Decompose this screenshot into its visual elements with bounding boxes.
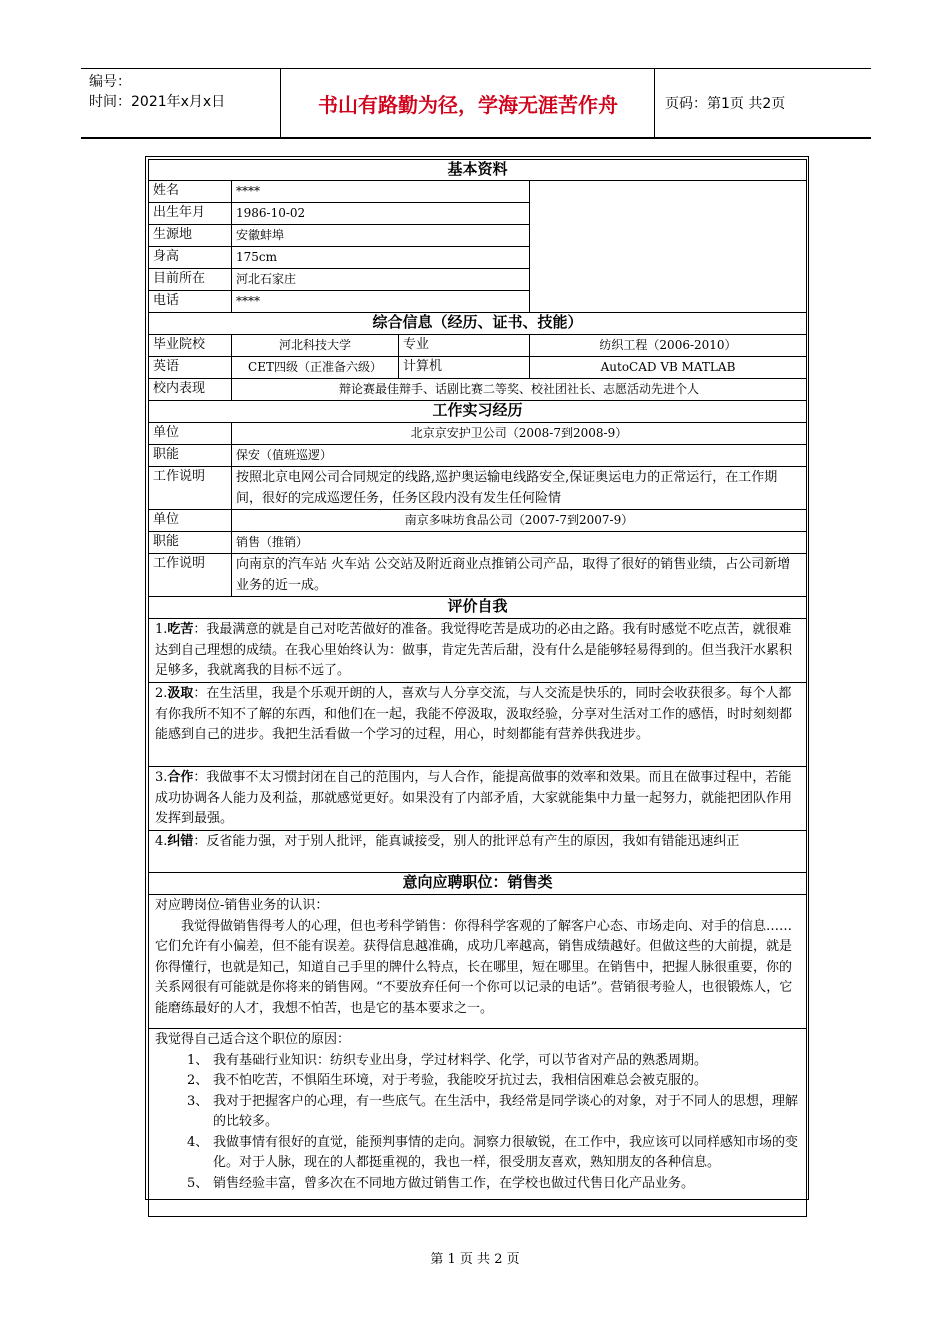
reasons bbox=[149, 1029, 807, 1217]
self-item-num: 2. bbox=[155, 686, 168, 701]
self-item-num: 1. bbox=[155, 622, 168, 637]
section-intent-title: 意向应聘职位：销售类 bbox=[149, 873, 807, 895]
section-basic-title: 基本资料 bbox=[149, 160, 807, 181]
page-code: 页码：第1页 共2页 bbox=[665, 96, 786, 112]
unit-value: 北京京安护卫公司（2008-7到2008-9） bbox=[232, 423, 807, 445]
field-value: 安徽蚌埠 bbox=[232, 225, 530, 247]
field-value: 河北石家庄 bbox=[232, 269, 530, 291]
motto: 书山有路勤为径，学海无涯苦作舟 bbox=[282, 69, 655, 137]
unit-label: 单位 bbox=[149, 510, 232, 532]
self-item-text: ：我做事不太习惯封闭在自己的范围内，与人合作，能提高做事的效率和效果。而且在做事过程中，若能成功协调各人能力及利益，那就感觉更好。如果没有了内部矛盾，大家就能集中力量一起努力，就能把团队作用发挥到最强。 bbox=[155, 770, 793, 826]
field-value: **** bbox=[232, 181, 530, 203]
role-label: 职能 bbox=[149, 445, 232, 467]
number-label: 编号： bbox=[89, 74, 131, 90]
english-value: CET四级（正准备六级） bbox=[232, 357, 399, 379]
photo-box bbox=[530, 181, 807, 313]
campus-label: 校内表现 bbox=[149, 379, 232, 401]
reasons-label: 我觉得自己适合这个职位的原因： bbox=[155, 1032, 351, 1047]
computer-label: 计算机 bbox=[399, 357, 530, 379]
reason-item: 3、 我对于把握客户的心理，有一些底气。在生活中，我经常是同学谈心的对象，对于不同人的思想，理解的比较多。 bbox=[187, 1093, 799, 1129]
computer-value: AutoCAD VB MATLAB bbox=[530, 357, 807, 379]
unit-value: 南京多味坊食品公司（2007-7到2007-9） bbox=[232, 510, 807, 532]
self-item-head: 合作 bbox=[167, 770, 194, 785]
field-label: 姓名 bbox=[149, 181, 232, 203]
reason-item: 4、 我做事情有很好的直觉，能预判事情的走向。洞察力很敏锐，在工作中，我应该可以同样感知市场的变化。对于人脉，现在的人都挺重视的，我也一样，很受朋友喜欢，熟知朋友的各种信息。 bbox=[187, 1134, 799, 1170]
sales-view-label: 对应聘岗位-销售业务的认识： bbox=[155, 898, 329, 913]
self-item-text: ：我最满意的就是自己对吃苦做好的准备。我觉得吃苦是成功的必由之路。我有时感觉不吃点苦，就很难达到自己理想的成绩。在我心里始终认为：做事，肯定先苦后甜，没有什么是能够轻易得到的。但当我汗水累积足够多，我就离我的目标不远了。 bbox=[155, 622, 793, 678]
english-label: 英语 bbox=[149, 357, 232, 379]
self-item bbox=[149, 767, 807, 831]
desc-label: 工作说明 bbox=[149, 467, 232, 510]
sales-view-text: 我觉得做销售得考人的心理，但也考科学销售：你得科学客观的了解客户心态、市场走向、对手的信息……它们允许有小偏差，但不能有误差。获得信息越准确，成功几率越高，销售成绩越好。但做这些的大前提，就是你得懂行，也就是知己，知道自己手里的牌什么特点，长在哪里，短在哪里。在销售中，把握人脉很重要，你的关系网很有可能就是你将来的销售网。“不要放弃任何一个你可以记录的电话”。营销很考验人，也很锻炼人，它能磨练最好的人才，我想不怕苦，也是它的基本要求之一。 bbox=[155, 918, 793, 1016]
self-item bbox=[149, 831, 807, 873]
header-meta bbox=[81, 69, 281, 137]
school-label: 毕业院校 bbox=[149, 335, 232, 357]
field-label: 电话 bbox=[149, 291, 232, 313]
field-label: 身高 bbox=[149, 247, 232, 269]
field-value: 175cm bbox=[232, 247, 530, 269]
self-item-text: ：在生活里，我是个乐观开朗的人，喜欢与人分享交流，与人交流是快乐的，同时会收获很多。每个人都有你我所不知不了解的东西，和他们在一起，我能不停汲取，汲取经验，分享对生活对工作的感悟，时时刻刻都能感到自己的进步。我把生活看做一个学习的过程，用心，时刻都能有营养供我进步。 bbox=[155, 686, 793, 742]
self-item bbox=[149, 683, 807, 767]
self-item-num: 4. bbox=[155, 834, 168, 849]
time-label: 时间：2021年x月x日 bbox=[89, 94, 226, 110]
section-self-title: 评价自我 bbox=[149, 597, 807, 619]
resume bbox=[148, 159, 806, 1217]
desc-value: 按照北京电网公司合同规定的线路,巡护奥运输电线路安全,保证奥运电力的正常运行，在工作期间，很好的完成巡逻任务，任务区段内没有发生任何险情 bbox=[232, 467, 807, 510]
school-value: 河北科技大学 bbox=[232, 335, 399, 357]
major-label: 专业 bbox=[399, 335, 530, 357]
self-item bbox=[149, 619, 807, 683]
field-label: 目前所在 bbox=[149, 269, 232, 291]
field-value: 1986-10-02 bbox=[232, 203, 530, 225]
reason-item: 2、 我不怕吃苦，不惧陌生环境，对于考验，我能咬牙抗过去，我相信困难总会被克服的。 bbox=[187, 1073, 708, 1088]
page-header bbox=[81, 68, 871, 139]
field-value: **** bbox=[232, 291, 530, 313]
campus-value: 辩论赛最佳辩手、话剧比赛二等奖、校社团社长、志愿活动先进个人 bbox=[232, 379, 807, 401]
resume-table bbox=[148, 159, 807, 1217]
role-value: 保安（值班巡逻） bbox=[232, 445, 807, 467]
section-general-title: 综合信息（经历、证书、技能） bbox=[149, 313, 807, 335]
page-footer: 第 1 页 共 2 页 bbox=[430, 1252, 520, 1267]
self-item-text: ：反省能力强，对于别人批评，能真诚接受，别人的批评总有产生的原因，我如有错能迅速纠正 bbox=[193, 834, 740, 849]
section-work-title: 工作实习经历 bbox=[149, 401, 807, 423]
major-value: 纺织工程（2006-2010） bbox=[530, 335, 807, 357]
desc-value: 向南京的汽车站 火车站 公交站及附近商业点推销公司产品，取得了很好的销售业绩，占公司新增业务的近一成。 bbox=[232, 554, 807, 597]
self-item-head: 汲取 bbox=[167, 686, 194, 701]
self-item-num: 3. bbox=[155, 770, 168, 785]
field-label: 生源地 bbox=[149, 225, 232, 247]
unit-label: 单位 bbox=[149, 423, 232, 445]
desc-label: 工作说明 bbox=[149, 554, 232, 597]
role-value: 销售（推销） bbox=[232, 532, 807, 554]
self-item-head: 吃苦 bbox=[167, 622, 194, 637]
reason-item: 5、 销售经验丰富，曾多次在不同地方做过销售工作，在学校也做过代售日化产品业务。 bbox=[187, 1175, 695, 1191]
self-item-head: 纠错 bbox=[167, 834, 194, 849]
role-label: 职能 bbox=[149, 532, 232, 554]
reason-item: 1、 我有基础行业知识：纺织专业出身，学过材料学、化学，可以节省对产品的熟悉周期。 bbox=[187, 1052, 708, 1068]
sales-view bbox=[149, 895, 807, 1029]
field-label: 出生年月 bbox=[149, 203, 232, 225]
